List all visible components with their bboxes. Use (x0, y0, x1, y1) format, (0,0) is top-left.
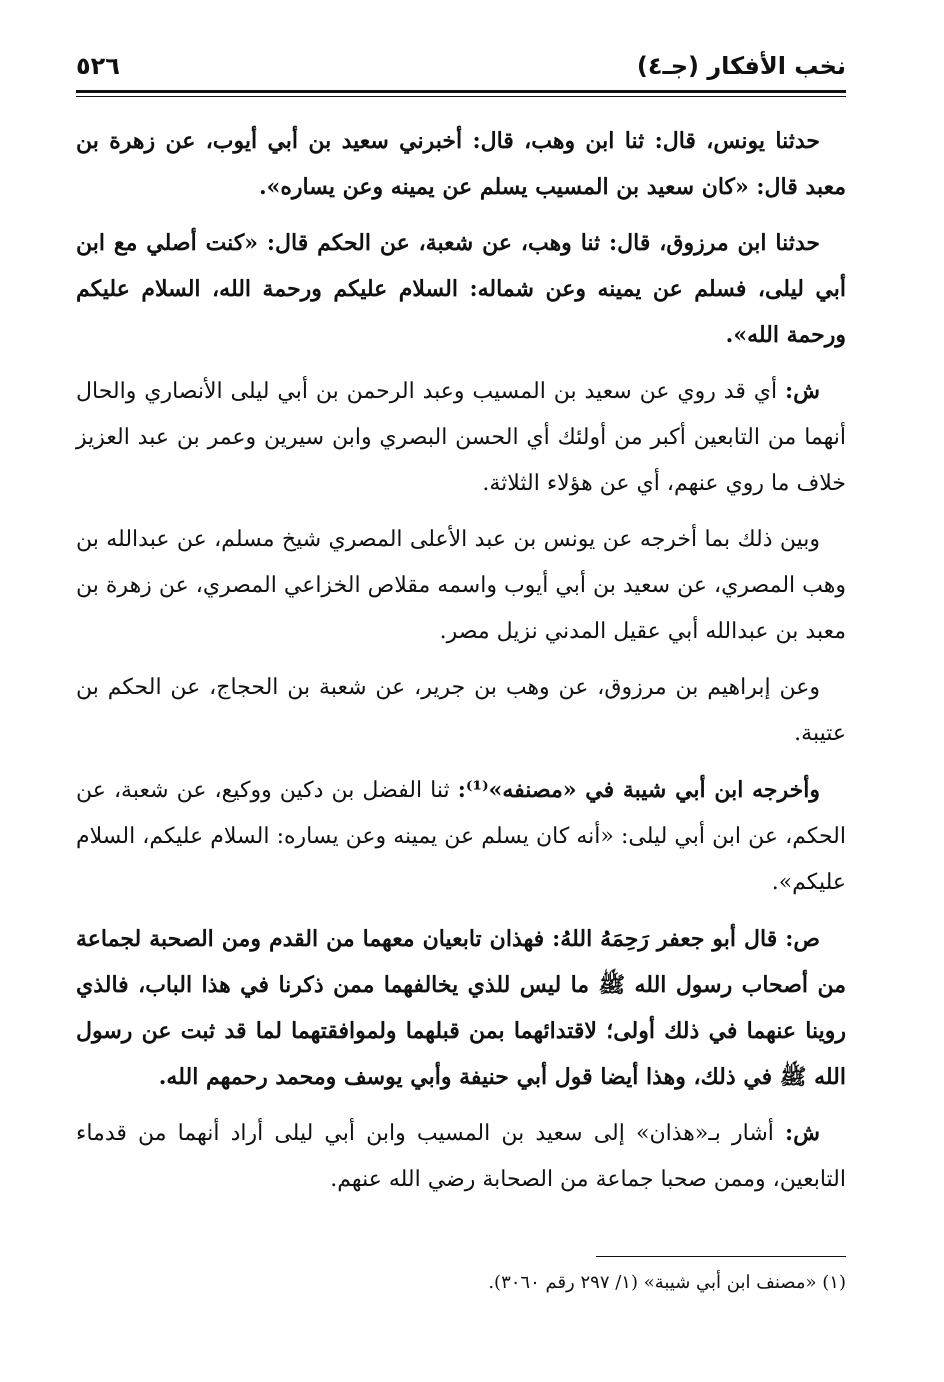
paragraph-4 (76, 517, 846, 655)
paragraph-lead: ش: (785, 378, 820, 404)
header-rule-thin (76, 96, 846, 97)
paragraph-text: حدثنا ابن مرزوق، قال: ثنا وهب، عن شعبة، عن الحكم قال: «كنت أصلي مع ابن أبي ليلى، فسلم عن يمينه وعن شماله: السلام عليكم ورحمة الله، السلام عليكم ورحمة الله». (76, 230, 846, 348)
paragraph-6 (76, 767, 846, 906)
paragraph-text: أشار بـ«هذان» إلى سعيد بن المسيب وابن أبي ليلى أراد أنهما من قدماء التابعين، وممن صحبا جماعة من الصحابة رضي الله عنهم. (76, 1121, 846, 1192)
paragraph-lead: ص: (785, 926, 820, 952)
paragraph-5 (76, 665, 846, 757)
paragraph-3 (76, 368, 846, 507)
footnote-rule (596, 1256, 846, 1257)
paragraph-text: أي قد روي عن سعيد بن المسيب وعبد الرحمن بن أبي ليلى الأنصاري والحال أنهما من التابعين أكبر من أولئك أي الحسن البصري وابن سيرين وعمر بن عبد العزيز خلاف ما روي عنهم، أي عن هؤلاء الثلاثة. (76, 379, 846, 496)
paragraph-2 (76, 220, 846, 358)
paragraph-text: وبين ذلك بما أخرجه عن يونس بن عبد الأعلى المصري شيخ مسلم، عن عبدالله بن وهب المصري، عن سعيد بن أبي أيوب واسمه مقلاص الخزاعي المصري، عن زهرة بن معبد بن عبدالله أبي عقيل المدني نزيل مصر. (76, 527, 846, 644)
paragraph-text: ثنا الفضل بن دكين ووكيع، عن شعبة، عن الحكم، عن ابن أبي ليلى: «أنه كان يسلم عن يمينه وعن يساره: السلام عليكم، السلام عليكم». (76, 778, 846, 895)
paragraph-1 (76, 118, 846, 210)
paragraph-lead: وأخرجه ابن أبي شيبة في «مصنفه»⁽¹⁾: (457, 777, 820, 803)
paragraph-text: حدثنا يونس، قال: ثنا ابن وهب، قال: أخبرني سعيد بن أبي أيوب، عن زهرة بن معبد قال: «كان سعيد بن المسيب يسلم عن يمينه وعن يساره». (76, 128, 846, 200)
page-body (76, 118, 846, 1213)
page-number: ٥٢٦ (76, 52, 120, 80)
page-header (76, 48, 846, 88)
paragraph-7 (76, 916, 846, 1100)
paragraph-text: وعن إبراهيم بن مرزوق، عن وهب بن جرير، عن شعبة بن الحجاج، عن الحكم بن عتيبة. (76, 675, 846, 746)
paragraph-lead: ش: (785, 1120, 820, 1146)
paragraph-text: قال أبو جعفر رَحِمَهُ اللهُ: فهذان تابعيان معهما من القدم ومن الصحبة لجماعة من أصحاب رسول الله ﷺ ما ليس للذي يخالفهما ممن ذكرنا في هذا الباب، فالذي روينا عنهما في ذلك أولى؛ لاقتدائهما بمن قبلهما ولموافقتهما لما قد ثبت عن رسول الله ﷺ في ذلك، وهذا أيضا قول أبي حنيفة وأبي يوسف ومحمد رحمهم الله. (76, 926, 846, 1090)
book-title: نخب الأفكار (جـ٤) (636, 52, 846, 80)
paragraph-8 (76, 1110, 846, 1203)
footnote: (١) «مصنف ابن أبي شيبة» (١/ ٢٩٧ رقم ٣٠٦٠). (488, 1272, 846, 1293)
header-rule-thick (76, 90, 846, 93)
